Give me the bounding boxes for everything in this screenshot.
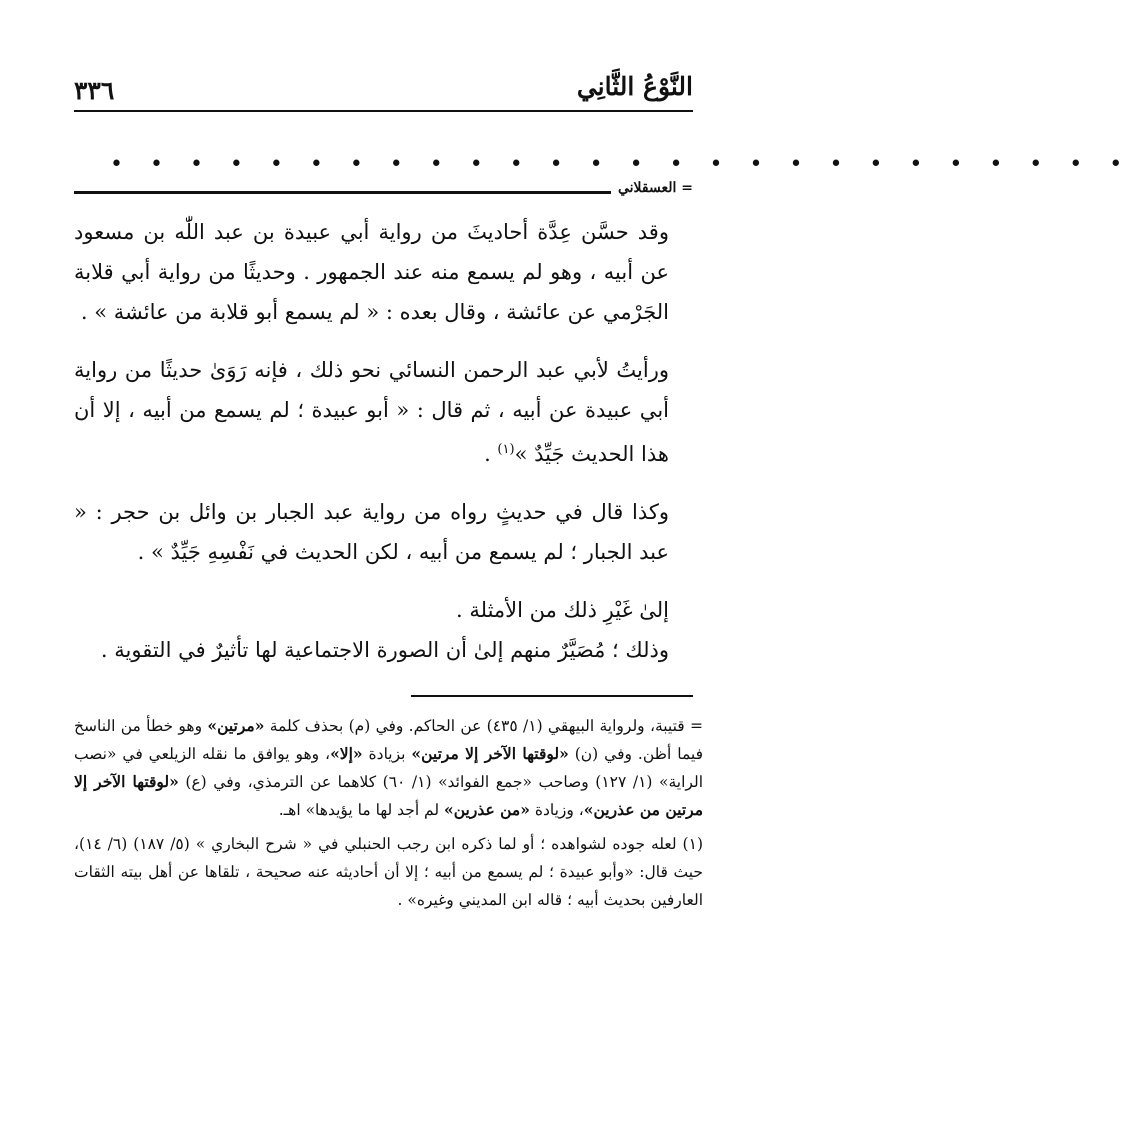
running-title: النَّوْعُ الثَّانِي [576, 72, 693, 101]
dotted-separator: • • • • • • • • • • • • • • • • • • • • • • • • • • [110, 152, 1132, 177]
page-number: ٣٣٦ [74, 76, 115, 105]
footnotes [74, 712, 703, 920]
footnote-1: (١) لعله جوده لشواهده ؛ أو لما ذكره ابن رجب الحنبلي في « شرح البخاري » (٥/ ١٨٧) (٦/ ١٤)، حيث قال: «وأبو عبيدة ؛ لم يسمع من أبيه ؛ إلا أن أحاديثه عنه صحيحة ، تلقاها عن أهل بيته الثقات العارفين بحديث أبيه ؛ قاله ابن المديني وغيره» . [74, 835, 703, 909]
paragraph-1: وقد حسَّن عِدَّة أحاديثَ من رواية أبي عبيدة بن عبد اللّٰه بن مسعود عن أبيه ، وهو لم يسمع منه عند الجمهور . وحديثًا من رواية أبي قلابة الجَرْمي عن عائشة ، وقال بعده : « لم يسمع أبو قلابة من عائشة » . [74, 220, 669, 324]
fn0-bold-5: «من عذرين» [444, 800, 530, 819]
fn0-text-1: = قتيبة، ولرواية البيهقي (١/ ٤٣٥) عن الحاكم. وفي (م) بحذف كلمة [264, 717, 703, 735]
paragraph-3: وكذا قال في حديثٍ رواه من رواية عبد الجبار بن وائل بن حجر : « عبد الجبار ؛ لم يسمع من أبيه ، لكن الحديث في نَفْسِهِ جَيِّدٌ » . [74, 500, 669, 564]
fn0-text-4: ، وهو يوافق ما نقله الزيلعي في «نصب الراية» (١/ ١٢٧) وصاحب «جمع الفوائد» (١/ ٦٠) كلاهما عن الترمذي، وفي (ع) [74, 745, 704, 791]
fn0-text-2: وهو خطأ من الناسخ فيما أظن. وفي (ن) [74, 717, 703, 763]
footnote-reference: (١) [497, 442, 515, 457]
author-rule [74, 180, 693, 202]
paragraph-2 [74, 350, 693, 474]
fn0-bold-3: «إلا» [330, 744, 363, 763]
paragraph-4: إلىٰ غَيْرِ ذلك من الأمثلة . [456, 598, 669, 622]
paragraph-2-text: ورأيتُ لأبي عبد الرحمن النسائي نحو ذلك ، فإنه رَوَىٰ حديثًا من رواية أبي عبيدة عن أبيه ، ثم قال : « أبو عبيدة ؛ لم يسمع من أبيه ، إلا أن هذا الحديث جَيِّدٌ » [74, 358, 669, 466]
page-header [74, 70, 693, 112]
fn0-text-5: ، وزيادة [529, 801, 584, 819]
fn0-bold-2: «لوقتها الآخر إلا مرتين» [411, 744, 569, 763]
fn0-bold-1: «مرتين» [207, 716, 265, 735]
fn0-text-3: بزيادة [362, 745, 412, 763]
paragraph-5: وذلك ؛ مُصَيَّرٌ منهم إلىٰ أن الصورة الاجتماعية لها تأثيرٌ في التقوية . [100, 638, 669, 662]
main-text [74, 212, 693, 688]
paragraph-2-end: . [484, 442, 498, 466]
author-label: العسقلاني = [617, 180, 693, 196]
fn0-text-6: لم أجد لها ما يؤيدها» اهـ. [278, 801, 445, 819]
footnote-continuation [74, 712, 703, 824]
fn0-bold-4: «لوقتها الآخر إلا مرتين من عذرين» [74, 772, 703, 819]
horizontal-rule [74, 191, 611, 194]
footnote-rule [411, 695, 693, 697]
